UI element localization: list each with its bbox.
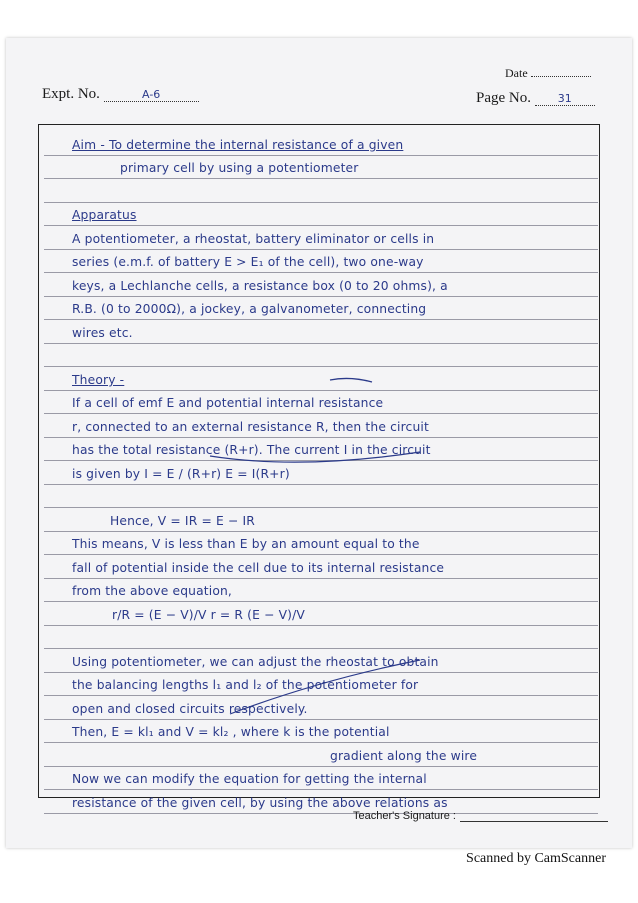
date-field bbox=[505, 66, 591, 81]
expt-label: Expt. No. bbox=[42, 86, 100, 102]
ruled-line bbox=[44, 601, 598, 602]
ruled-line bbox=[44, 625, 598, 626]
ruled-line bbox=[44, 460, 598, 461]
handwritten-line: series (e.m.f. of battery E > E₁ of the cell), two one-way bbox=[72, 255, 424, 269]
ruled-line bbox=[44, 672, 598, 673]
expt-value: A-6 bbox=[104, 88, 199, 102]
page-label: Page No. bbox=[476, 90, 531, 106]
handwritten-line: If a cell of emf E and potential internal resistance bbox=[72, 396, 384, 410]
ruled-line bbox=[44, 155, 598, 156]
ruled-line bbox=[44, 319, 598, 320]
ruled-line bbox=[44, 766, 598, 767]
date-blank bbox=[531, 76, 591, 77]
signature-line bbox=[460, 821, 608, 822]
handwritten-line: This means, V is less than E by an amount equal to the bbox=[72, 537, 420, 551]
ruled-line bbox=[44, 719, 598, 720]
ruled-line bbox=[44, 413, 598, 414]
ruled-line bbox=[44, 695, 598, 696]
page-value: 31 bbox=[535, 92, 595, 106]
handwritten-line: resistance of the given cell, by using the above relations as bbox=[72, 796, 448, 810]
handwritten-line: r/R = (E − V)/V r = R (E − V)/V bbox=[112, 608, 305, 622]
handwritten-line: r, connected to an external resistance R, then the circuit bbox=[72, 420, 429, 434]
teacher-signature-label: Teacher's Signature : bbox=[353, 810, 456, 822]
date-label: Date bbox=[505, 66, 528, 80]
ruled-line bbox=[44, 249, 598, 250]
ruled-line bbox=[44, 789, 598, 790]
handwritten-line: open and closed circuits respectively. bbox=[72, 702, 308, 716]
handwritten-line: fall of potential inside the cell due to its internal resistance bbox=[72, 561, 445, 575]
handwritten-line: Now we can modify the equation for getting the internal bbox=[72, 772, 427, 786]
handwritten-line: Theory - bbox=[72, 373, 125, 387]
ruled-line bbox=[44, 648, 598, 649]
handwritten-line: from the above equation, bbox=[72, 584, 232, 598]
ruled-line bbox=[44, 390, 598, 391]
ruled-line bbox=[44, 554, 598, 555]
ruled-line bbox=[44, 272, 598, 273]
handwritten-line: gradient along the wire bbox=[330, 749, 478, 763]
ruled-line bbox=[44, 343, 598, 344]
ruled-line bbox=[44, 578, 598, 579]
handwritten-line: Apparatus bbox=[72, 208, 137, 222]
ruled-line bbox=[44, 296, 598, 297]
handwritten-line: primary cell by using a potentiometer bbox=[120, 161, 359, 175]
handwritten-line: wires etc. bbox=[72, 326, 133, 340]
handwritten-line: is given by I = E / (R+r) E = I(R+r) bbox=[72, 467, 290, 481]
ruled-line bbox=[44, 225, 598, 226]
handwritten-line: Then, E = kl₁ and V = kl₂ , where k is the potential bbox=[72, 725, 390, 739]
handwritten-line: R.B. (0 to 2000Ω), a jockey, a galvanometer, connecting bbox=[72, 302, 427, 316]
ruled-line bbox=[44, 742, 598, 743]
ruled-line bbox=[44, 507, 598, 508]
handwritten-line: Using potentiometer, we can adjust the rheostat to obtain bbox=[72, 655, 439, 669]
teacher-signature bbox=[353, 810, 608, 822]
ruled-line bbox=[44, 531, 598, 532]
scanner-stamp: Scanned by CamScanner bbox=[466, 851, 606, 866]
ruled-line bbox=[44, 484, 598, 485]
ruled-line bbox=[44, 178, 598, 179]
ruled-line bbox=[44, 366, 598, 367]
handwritten-line: A potentiometer, a rheostat, battery eliminator or cells in bbox=[72, 232, 435, 246]
handwritten-line: keys, a Lechlanche cells, a resistance box (0 to 20 ohms), a bbox=[72, 279, 448, 293]
handwritten-line: has the total resistance (R+r). The current I in the circuit bbox=[72, 443, 431, 457]
handwritten-line: the balancing lengths l₁ and l₂ of the potentiometer for bbox=[72, 678, 419, 692]
ruled-line bbox=[44, 437, 598, 438]
ruled-line bbox=[44, 202, 598, 203]
handwritten-line: Aim - To determine the internal resistance of a given bbox=[72, 138, 404, 152]
handwritten-line: Hence, V = IR = E − IR bbox=[110, 514, 255, 528]
experiment-number-field bbox=[42, 86, 199, 103]
page-number-field bbox=[476, 90, 595, 107]
